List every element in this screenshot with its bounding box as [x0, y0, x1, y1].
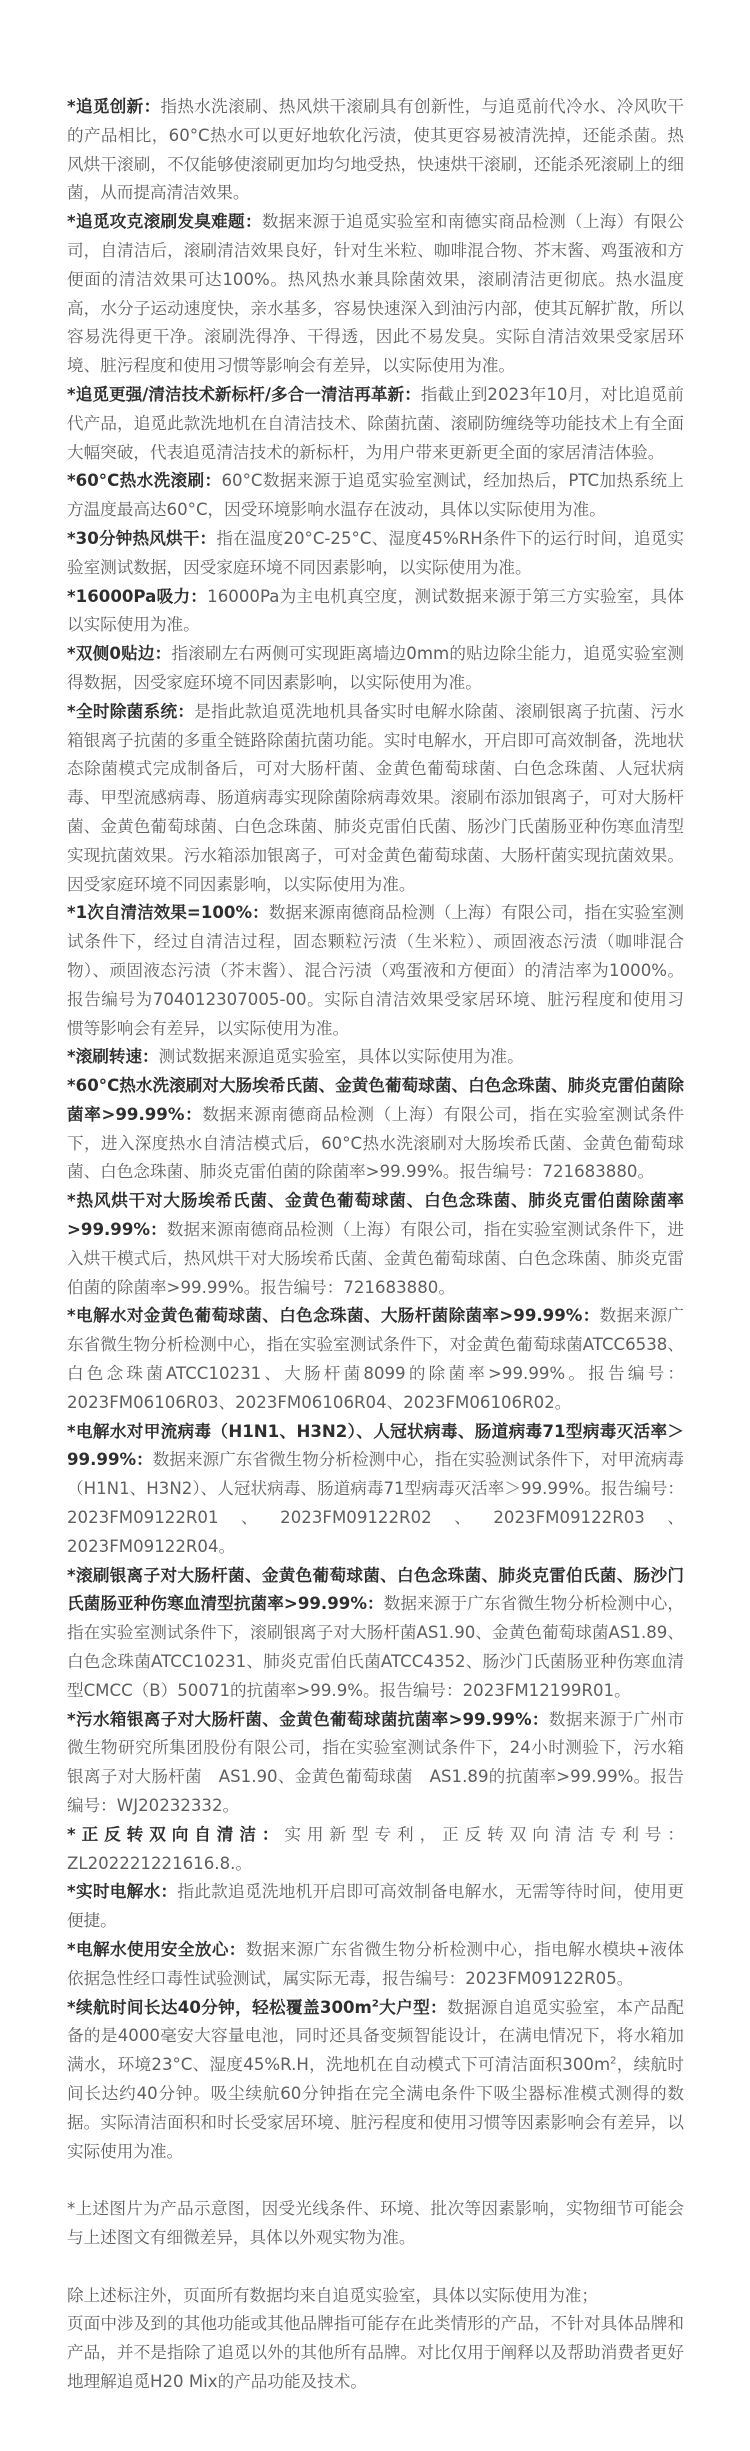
- superscript-2: 2: [610, 2055, 617, 2067]
- note-brush-silver-ion: [67, 1562, 684, 1706]
- note-body: 数据来源南德商品检测（上海）有限公司，指在实验室测试条件下，进入烘干模式后，热风烘干对大肠埃希氏菌、金黄色葡萄球菌、白色念珠菌、肺炎克雷伯菌的除菌率>99.99%。报告编号：721683880。: [67, 1220, 684, 1297]
- note-tank-silver-ion: [67, 1706, 684, 1821]
- note-electrolyzed-water-virus: [67, 1418, 684, 1562]
- superscript-2: 2: [371, 1998, 379, 2010]
- note-title: *1次自清洁效果=100%：: [67, 903, 269, 923]
- note-brush-speed: [67, 1043, 684, 1072]
- note-title: *追觅更强/清洁技术新标杆/多合一清洁再革新：: [67, 384, 421, 404]
- note-title: *追觅攻克滚刷发臭难题：: [67, 212, 262, 232]
- note-body: 数据来源广东省微生物分析检测中心，指在实验室测试条件下，对金黄色葡萄球菌ATCC6538、白色念珠菌ATCC10231、大肠杆菌8099的除菌率>99.99%。报告编号：2023FM06106R03、2023FM06106R04、2023FM06106R02。: [67, 1306, 685, 1412]
- note-body: 数据来源广东省微生物分析检测中心，指在实验测试条件下，对甲流病毒（H1N1、H3N2）、人冠状病毒、肠道病毒71型病毒灭活率＞99.99%。报告编号：2023FM09122R01、2023FM09122R02、2023FM09122R03、2023FM09122R04。: [67, 1450, 684, 1556]
- note-30min-hot-air-dry: [67, 525, 684, 583]
- note-title-pre: *续航时间长达40分钟，轻松覆盖300m: [67, 1997, 372, 2017]
- note-body: 是指此款追觅洗地机具备实时电解水除菌、滚刷银离子抗菌、污水箱银离子抗菌的多重全链路除菌抗菌功能。实时电解水，开启即可高效制备，洗地状态除菌模式完成制备后，可对大肠杆菌、金黄色葡萄球菌、白色念珠菌、人冠状病毒、甲型流感病毒、肠道病毒实现除菌除病毒效果。滚刷布添加银离子，可对大肠杆菌、金黄色葡萄球菌、白色念珠菌、肺炎克雷伯氏菌、肠沙门氏菌肠亚种伤寒血清型实现抗菌效果。污水箱添加银离子，可对金黄色葡萄球菌、大肠杆菌实现抗菌效果。因受家庭环境不同因素影响，以实际使用为准。: [67, 701, 684, 894]
- note-body: 实用新型专利，正反转双向清洁专利号：ZL202221221616.8.。: [67, 1824, 684, 1873]
- note-cleaning-benchmark: [67, 381, 684, 467]
- note-16000pa-suction: [67, 583, 684, 641]
- spacer: [67, 2166, 684, 2195]
- note-title: *60°C热水洗滚刷对大肠埃希氏菌、金黄色葡萄球菌、白色念珠菌、肺炎克雷伯菌除菌率>99.99%：: [67, 1076, 684, 1124]
- footer-line-brand-comparison: 页面中涉及到的其他功能或其他品牌指可能存在此类情形的产品，不针对具体品牌和产品，并不是指除了追觅以外的其他所有品牌。对比仅用于阐释以及帮助消费者更好地理解追觅H20 Mix的产品功能及技术。: [67, 2314, 684, 2391]
- note-title: *60°C热水洗滚刷：: [67, 471, 222, 491]
- note-body-pre: 数据源自追觅实验室，本产品配备的是4000毫安大容量电池，同时还具备变频智能设计，在满电情况下，将水箱加满水，环境23°C、湿度45%R.H，洗地机在自动模式下可清洁面积300m: [67, 1997, 685, 2075]
- note-zero-edge: [67, 640, 684, 698]
- note-title-post: 大户型：: [378, 1997, 447, 2017]
- note-title: *全时除菌系统：: [67, 701, 195, 721]
- note-odor-problem: [67, 208, 684, 381]
- note-body: [67, 1998, 684, 2161]
- footer-line-data-source: 除上述标注外，页面所有数据均来自追觅实验室，具体以实际使用为准；: [67, 2285, 598, 2305]
- note-body-post: ，续航时间长达约40分钟。吸尘续航60分钟指在完全满电条件下吸尘器标准模式测得的数据。实际清洁面积和时长受家居环境、脏污程度和使用习惯等因素影响会有差异，以实际使用为准。: [67, 2055, 685, 2161]
- note-electrolyzed-water-bacteria: [67, 1302, 684, 1417]
- note-electrolyzed-water-safety: [67, 1936, 684, 1994]
- note-title: *电解水对甲流病毒（H1N1、H3N2）、人冠状病毒、肠道病毒71型病毒灭活率＞99.99%：: [67, 1421, 684, 1470]
- note-body: 指在温度20°C-25°C、湿度45%RH条件下的运行时间，追觅实验室测试数据，因受家庭环境不同因素影响，以实际使用为准。: [67, 528, 684, 577]
- note-body: 数据来源南德商品检测（上海）有限公司，指在实验室测试条件下，经过自清洁过程，固态颗粒污渍（生米粒）、顽固液态污渍（咖啡混合物）、顽固液态污渍（芥末酱）、混合污渍（鸡蛋液和方便面）的清洁率为1000%。报告编号为704012307005-00。实际自清洁效果受家居环境、脏污程度和使用习惯等影响会有差异，以实际使用为准。: [67, 903, 684, 1038]
- note-60c-hot-water: [67, 467, 684, 525]
- note-battery-runtime: [67, 1994, 684, 2167]
- note-body: 指此款追觅洗地机开启即可高效制备电解水，无需等待时间，使用更便捷。: [67, 1882, 684, 1931]
- note-title: *双侧0贴边：: [67, 644, 172, 664]
- note-hot-water-sterilization-rate: [67, 1072, 684, 1187]
- note-innovation: [67, 93, 684, 208]
- note-title: *实时电解水：: [67, 1882, 178, 1902]
- note-body: 数据来源于追觅实验室和南德实商品检测（上海）有限公司，自清洁后，滚刷清洁效果良好，针对生米粒、咖啡混合物、芥末酱、鸡蛋液和方便面的清洁效果可达100%。热风热水兼具除菌效果，滚刷清洁更彻底。热水温度高，水分子运动速度快，亲水基多，容易快速深入到油污内部，使其瓦解扩散，所以容易洗得更干净。滚刷洗得净、干得透，因此不易发臭。实际自清洁效果受家居环境、脏污程度和使用习惯等影响会有差异，以实际使用为准。: [67, 212, 684, 376]
- note-title: *30分钟热风烘干：: [67, 528, 217, 548]
- note-body: 指截止到2023年10月，对比追觅前代产品，追觅此款洗地机在自清洁技术、除菌抗菌、滚刷防缠绕等功能技术上有全面大幅突破，代表追觅清洁技术的新标杆，为用户带来更新更全面的家居清洁体验。: [67, 384, 684, 462]
- note-self-clean-100: [67, 899, 684, 1043]
- note-title: *16000Pa吸力：: [67, 586, 208, 606]
- note-title: *电解水对金黄色葡萄球菌、白色念珠菌、大肠杆菌除菌率>99.99%：: [67, 1306, 600, 1326]
- spacer: [67, 2253, 684, 2282]
- note-body: 数据来源南德商品检测（上海）有限公司，指在实验室测试条件下，进入深度热水自清洁模式后，60°C热水洗滚刷对大肠埃希氏菌、金黄色葡萄球菌、白色念珠菌、肺炎克雷伯菌的除菌率>99.99%。报告编号：721683880。: [67, 1104, 684, 1182]
- note-title: *污水箱银离子对大肠杆菌、金黄色葡萄球菌抗菌率>99.99%：: [67, 1709, 549, 1729]
- note-title: *电解水使用安全放心：: [67, 1940, 246, 1959]
- note-body: 指热水洗滚刷、热风烘干滚刷具有创新性，与追觅前代冷水、冷风吹干的产品相比，60°C热水可以更好地软化污渍，使其更容易被清洗掉，还能杀菌。热风烘干滚刷，不仅能够使滚刷更加均匀地受热，快速烘干滚刷，还能杀死滚刷上的细菌，从而提高清洁效果。: [67, 97, 685, 203]
- note-title: *正反转双向自清洁：: [67, 1824, 285, 1844]
- note-title: *追觅创新：: [67, 97, 161, 116]
- note-body: 60°C数据来源于追觅实验室测试，经加热后，PTC加热系统上方温度最高达60°C，因受环境影响水温存在波动，具体以实际使用为准。: [67, 471, 684, 520]
- note-title: *滚刷银离子对大肠杆菌、金黄色葡萄球菌、白色念珠菌、肺炎克雷伯氏菌、肠沙门氏菌肠亚种伤寒血清型抗菌率>99.99%：: [67, 1565, 684, 1614]
- note-title: *滚刷转速：: [67, 1047, 159, 1067]
- note-body: 测试数据来源追觅实验室，具体以实际使用为准。: [158, 1047, 524, 1067]
- note-full-time-sterilization: [67, 698, 684, 900]
- note-body: 数据来源广东省微生物分析检测中心，指电解水模块+液体依据急性经口毒性试验测试，属实际无毒，报告编号：2023FM09122R05。: [67, 1940, 684, 1988]
- disclaimer-notes: [67, 93, 684, 2397]
- image-disclaimer: *上述图片为产品示意图，因受光线条件、环境、批次等因素影响，实物细节可能会与上述图文有细微差异，具体以外观实物为准。: [67, 2199, 684, 2247]
- note-realtime-electrolyzed-water: [67, 1878, 684, 1936]
- note-body: 16000Pa为主电机真空度，测试数据来源于第三方实验室，具体以实际使用为准。: [67, 586, 684, 635]
- note-body: 数据来源于广州市微生物研究所集团股份有限公司，指在实验室测试条件下，24小时测验下，污水箱银离子对大肠杆菌 AS1.90、金黄色葡萄球菌 AS1.89的抗菌率>99.99%。报告编号：WJ20232332。: [67, 1709, 684, 1816]
- note-body: 数据来源于广东省微生物分析检测中心，指在实验室测试条件下，滚刷银离子对大肠杆菌AS1.90、金黄色葡萄球菌AS1.89、白色念珠菌ATCC10231、肺炎克雷伯氏菌ATCC4352、肠沙门氏菌肠亚种伤寒血清型CMCC（B）50071的抗菌率>99.9%。报告编号：2023FM12199R01。: [67, 1594, 684, 1700]
- note-title: [67, 1998, 447, 2017]
- note-body: 指滚刷左右两侧可实现距离墙边0mm的贴边除尘能力，追觅实验室测得数据，因受家庭环境不同因素影响，以实际使用为准。: [67, 644, 684, 692]
- note-title: *热风烘干对大肠埃希氏菌、金黄色葡萄球菌、白色念珠菌、肺炎克雷伯菌除菌率>99.99%：: [67, 1191, 684, 1240]
- note-hot-air-sterilization-rate: [67, 1187, 684, 1302]
- note-bidirectional-self-clean: [67, 1821, 684, 1879]
